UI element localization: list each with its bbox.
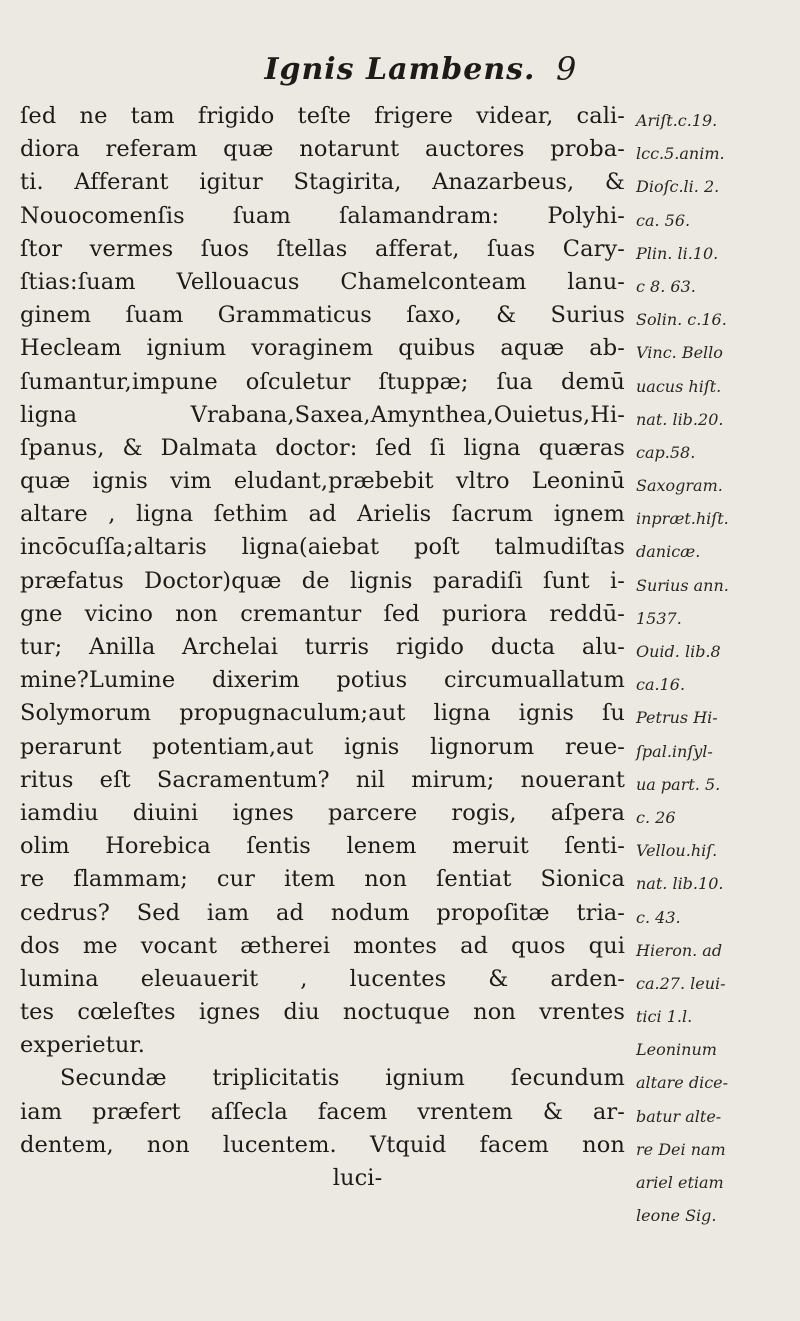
margin-note: nat. lib.10.	[636, 874, 724, 894]
margin-note: 1537.	[636, 608, 682, 628]
margin-note: c 8. 63.	[636, 276, 696, 296]
text-line: iamdiu diuini ignes parcere rogis, aſpera	[20, 799, 625, 826]
margin-note: ca. 56.	[636, 210, 691, 230]
margin-note: Dioſc.li. 2.	[636, 177, 720, 197]
text-line: ritus eſt Sacramentum? nil mirum; nouerant	[20, 766, 625, 793]
text-line: perarunt potentiam,aut ignis lignorum reue-	[20, 733, 625, 760]
margin-note: danicæ.	[636, 542, 701, 562]
text-line: Nouocomenſis ſuam ſalamandram: Polyhi-	[20, 202, 625, 229]
margin-note: ua part. 5.	[636, 774, 721, 794]
margin-note: Leoninum	[636, 1040, 717, 1060]
text-line: mine?Lumine dixerim potius circumuallatum	[20, 667, 625, 694]
margin-note: lcc.5.anim.	[636, 144, 725, 164]
text-line: ligna Vrabana,Saxea,Amynthea,Ouietus,Hi-	[20, 401, 625, 428]
text-line: tur; Anilla Archelai turris rigido ducta alu-	[20, 634, 625, 660]
margin-note: Vellou.hiſ.	[636, 841, 718, 861]
text-line: gne vicino non cremantur ſed puriora reddū-	[20, 600, 625, 627]
text-line: ginem ſuam Grammaticus ſaxo, & Surius	[20, 302, 625, 329]
margin-note: leone Sig.	[636, 1206, 717, 1226]
text-line: ſumantur,impune oſculetur ſtuppæ; ſua demū	[20, 368, 625, 395]
margin-note: Saxogram.	[636, 476, 723, 496]
text-line: iam præfert aſſecla facem vrentem & ar-	[20, 1098, 625, 1125]
margin-note: c. 26	[636, 807, 676, 827]
margin-note: Plin. li.10.	[636, 243, 719, 263]
margin-note: uacus hiſt.	[636, 376, 722, 396]
text-line: olim Horebica ſentis lenem meruit ſenti-	[20, 833, 625, 860]
margin-note: Hieron. ad	[636, 940, 723, 960]
text-line: ſtias:ſuam Vellouacus Chamelconteam lanu-	[20, 268, 625, 295]
text-line: Solymorum propugnaculum;aut ligna ignis ſu	[20, 700, 625, 727]
margin-note: cap.58.	[636, 442, 696, 462]
margin-note: Vinc. Bello	[636, 343, 723, 363]
margin-note: nat. lib.20.	[636, 409, 724, 429]
text-line: præfatus Doctor)quæ de lignis paradiſi ſunt i-	[20, 567, 625, 594]
margin-note: Surius ann.	[636, 575, 729, 595]
text-line: Secundæ triplicitatis ignium ſecundum	[60, 1065, 625, 1092]
text-line: Hecleam ignium voraginem quibus aquæ ab-	[20, 335, 625, 362]
margin-note: ariel etiam	[636, 1173, 724, 1192]
text-line: ſpanus, & Dalmata doctor: ſed ſi ligna quæras	[20, 434, 625, 461]
margin-note: altare dice-	[636, 1073, 729, 1093]
marginal-notes-column	[636, 104, 800, 1232]
margin-note: ſpal.inſyl-	[636, 741, 713, 761]
main-text-column	[20, 100, 625, 1195]
margin-note: Petrus Hi-	[636, 708, 718, 728]
margin-note: Ouid. lib.8	[636, 642, 721, 661]
text-line: dentem, non lucentem. Vtquid facem non	[20, 1131, 625, 1158]
margin-note: ca.27. leui-	[636, 973, 726, 993]
margin-note: Ariſt.c.19.	[636, 111, 718, 130]
text-line: diora referam quæ notarunt auctores proba-	[20, 136, 625, 163]
page-number: 9	[556, 50, 577, 88]
text-line: lumina eleuauerit , lucentes & arden-	[20, 965, 625, 992]
margin-note: tici 1.l.	[636, 1007, 693, 1027]
text-line: re flammam; cur item non ſentiat Sionica	[20, 866, 625, 893]
text-line: quæ ignis vim eludant,præbebit vltro Leoninū	[20, 468, 625, 495]
text-line: tes cœleſtes ignes diu noctuque non vrentes	[20, 999, 625, 1026]
text-line: experietur.	[20, 1032, 146, 1059]
text-line: ſed ne tam frigido teſte frigere videar, cali-	[20, 103, 625, 129]
text-line: cedrus? Sed iam ad nodum propoſitæ tria-	[20, 899, 625, 926]
catchword: luci-	[332, 1165, 383, 1191]
text-line: altare , ligna ſethim ad Arielis ſacrum ignem	[20, 501, 625, 528]
text-line: dos me vocant ætherei montes ad quos qui	[20, 932, 625, 959]
running-header-title: Ignis Lambens.	[264, 52, 536, 87]
margin-note: batur alte-	[636, 1106, 722, 1126]
text-line: ti. Afferant igitur Stagirita, Anazarbeus, &	[20, 169, 625, 196]
margin-note: ca.16.	[636, 675, 686, 695]
text-line: ſtor vermes ſuos ſtellas afferat, ſuas Cary-	[20, 235, 625, 262]
margin-note: Solin. c.16.	[636, 310, 727, 330]
margin-note: c. 43.	[636, 907, 681, 927]
text-line: incōcuſſa;altaris ligna(aiebat poſt talmudiſtas	[20, 534, 625, 561]
margin-note: inpræt.hiſt.	[636, 509, 729, 529]
margin-note: re Dei nam	[636, 1139, 726, 1159]
